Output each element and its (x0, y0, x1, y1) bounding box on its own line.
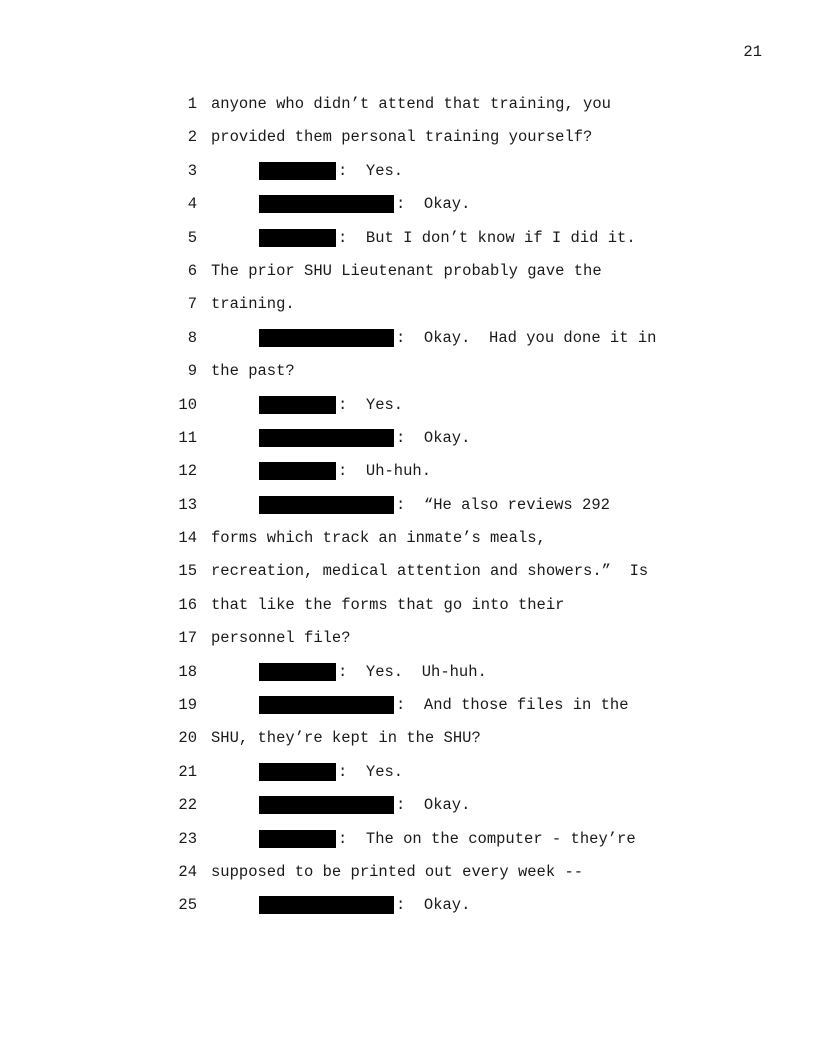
speaker-statement: : Uh-huh. (338, 462, 432, 481)
line-number: 10 (178, 395, 197, 414)
redacted-speaker-name (259, 429, 394, 447)
transcript-line (160, 94, 700, 127)
redacted-speaker-name (259, 496, 394, 514)
redacted-speaker-name (259, 462, 336, 480)
transcript-line (160, 428, 700, 461)
speaker-statement: : Yes. (338, 395, 404, 414)
line-number: 25 (178, 896, 197, 915)
transcript-line (160, 595, 700, 628)
transcript-line (160, 261, 700, 294)
line-number: 2 (187, 128, 197, 147)
redacted-speaker-name (259, 796, 394, 814)
transcript-line (160, 895, 700, 928)
transcript-line (160, 795, 700, 828)
redacted-speaker-name (259, 329, 394, 347)
line-text: The prior SHU Lieutenant probably gave the (211, 261, 602, 280)
line-number: 24 (178, 862, 197, 881)
redacted-speaker-name (259, 229, 336, 247)
redacted-speaker-name (259, 195, 394, 213)
transcript-line (160, 762, 700, 795)
line-text: forms which track an inmate’s meals, (211, 529, 546, 548)
transcript-line (160, 361, 700, 394)
line-number: 7 (187, 295, 197, 314)
redacted-speaker-name (259, 763, 336, 781)
transcript-line (160, 228, 700, 261)
line-number: 19 (178, 696, 197, 715)
transcript-line (160, 829, 700, 862)
line-number: 15 (178, 562, 197, 581)
transcript-line (160, 194, 700, 227)
line-text: provided them personal training yourself? (211, 128, 593, 147)
line-text: anyone who didn’t attend that training, you (211, 95, 611, 113)
transcript-line (160, 695, 700, 728)
transcript-line (160, 395, 700, 428)
redacted-speaker-name (259, 896, 394, 914)
line-number: 1 (187, 95, 197, 113)
line-text: recreation, medical attention and showers.” Is (211, 562, 649, 581)
line-text: supposed to be printed out every week -- (211, 862, 584, 881)
transcript-line (160, 294, 700, 327)
line-number: 13 (178, 495, 197, 514)
redacted-speaker-name (259, 830, 336, 848)
line-text: the past? (211, 362, 295, 381)
line-number: 6 (187, 261, 197, 280)
transcript-body (160, 94, 700, 929)
speaker-statement: : And those files in the (396, 696, 629, 715)
line-number: 5 (187, 228, 197, 247)
speaker-statement: : Yes. Uh-huh. (338, 662, 487, 681)
transcript-line (160, 495, 700, 528)
redacted-speaker-name (259, 696, 394, 714)
speaker-statement: : Okay. (396, 195, 471, 214)
speaker-statement: : Okay. (396, 896, 471, 915)
line-number: 17 (178, 629, 197, 648)
speaker-statement: : The on the computer - they’re (338, 829, 636, 848)
line-text: that like the forms that go into their (211, 595, 565, 614)
line-text: personnel file? (211, 629, 351, 648)
line-number: 3 (187, 161, 197, 180)
transcript-line (160, 728, 700, 761)
line-number: 8 (187, 328, 197, 347)
transcript-line (160, 461, 700, 494)
line-number: 20 (178, 729, 197, 748)
speaker-statement: : “He also reviews 292 (396, 495, 610, 514)
line-number: 11 (178, 428, 197, 447)
transcript-line (160, 161, 700, 194)
speaker-statement: : Okay. (396, 796, 471, 815)
transcript-line (160, 862, 700, 895)
transcript-line (160, 127, 700, 160)
redacted-speaker-name (259, 162, 336, 180)
line-number: 4 (187, 195, 197, 214)
line-number: 18 (178, 662, 197, 681)
line-number: 12 (178, 462, 197, 481)
transcript-line (160, 528, 700, 561)
page-number: 21 (743, 43, 762, 61)
line-number: 22 (178, 796, 197, 815)
line-text: SHU, they’re kept in the SHU? (211, 729, 481, 748)
line-number: 23 (178, 829, 197, 848)
transcript-line (160, 662, 700, 695)
speaker-statement: : Okay. Had you done it in (396, 328, 657, 347)
line-number: 9 (187, 362, 197, 381)
transcript-line (160, 628, 700, 661)
speaker-statement: : Yes. (338, 762, 404, 781)
transcript-line (160, 328, 700, 361)
redacted-speaker-name (259, 663, 336, 681)
speaker-statement: : Yes. (338, 161, 404, 180)
redacted-speaker-name (259, 396, 336, 414)
line-number: 14 (178, 529, 197, 548)
line-number: 21 (178, 762, 197, 781)
line-number: 16 (178, 595, 197, 614)
speaker-statement: : Okay. (396, 428, 471, 447)
speaker-statement: : But I don’t know if I did it. (338, 228, 636, 247)
transcript-line (160, 561, 700, 594)
line-text: training. (211, 295, 295, 314)
